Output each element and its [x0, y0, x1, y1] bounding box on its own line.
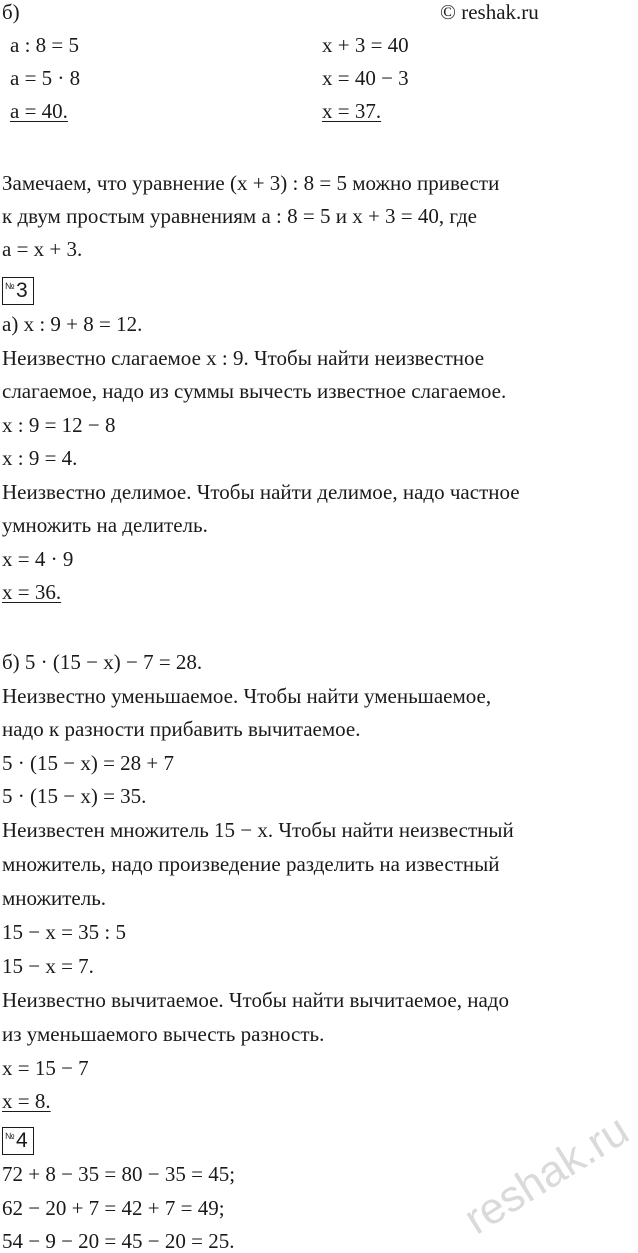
text-line: из уменьшаемого вычесть разность. [2, 1022, 325, 1046]
text-line: множитель. [2, 886, 107, 910]
task-3-badge [2, 277, 34, 305]
note-line: к двум простым уравнениям a : 8 = 5 и x + 3 = 40, где [2, 204, 477, 228]
equation-line: x = 15 − 7 [2, 1056, 89, 1080]
calc-line: 72 + 8 − 35 = 80 − 35 = 45; [2, 1162, 236, 1186]
part-b-heading: б) 5 · (15 − x) − 7 = 28. [2, 650, 203, 674]
part-a-heading: а) x : 9 + 8 = 12. [2, 312, 143, 336]
text-line: Неизвестно вычитаемое. Чтобы найти вычитаемое, надо [2, 988, 509, 1012]
text-line: слагаемое, надо из суммы вычесть известное слагаемое. [2, 379, 507, 403]
equation-line: x : 9 = 4. [2, 446, 78, 470]
text-line: множитель, надо произведение разделить на известный [2, 852, 500, 876]
task-number: 4 [16, 1129, 28, 1152]
equation-line: x : 9 = 12 − 8 [2, 413, 116, 437]
number-sign: № [5, 281, 15, 291]
eq-right-line: x = 40 − 3 [322, 66, 409, 90]
task-number: 3 [16, 279, 28, 302]
calc-line: 62 − 20 + 7 = 42 + 7 = 49; [2, 1196, 225, 1220]
equation-line: 15 − x = 35 : 5 [2, 920, 127, 944]
text-line: Неизвестно делимое. Чтобы найти делимое, надо частное [2, 480, 520, 504]
equation-line: 15 − x = 7. [2, 954, 94, 978]
eq-left-line: a : 8 = 5 [10, 33, 79, 57]
site-credit: © reshak.ru [440, 0, 539, 24]
equation-line: 5 · (15 − x) = 35. [2, 784, 147, 808]
number-sign: № [5, 1131, 15, 1141]
part-b-answer: x = 8. [2, 1089, 51, 1113]
text-line: Неизвестно уменьшаемое. Чтобы найти уменьшаемое, [2, 684, 492, 708]
text-line: надо к разности прибавить вычитаемое. [2, 717, 361, 741]
equation-line: x = 4 · 9 [2, 547, 74, 571]
eq-right-answer: x = 37. [322, 99, 382, 123]
task-4-badge [2, 1127, 34, 1155]
text-line: Неизвестно слагаемое x : 9. Чтобы найти неизвестное [2, 346, 485, 370]
note-line: Замечаем, что уравнение (x + 3) : 8 = 5 можно привести [2, 171, 500, 195]
calc-line: 54 − 9 − 20 = 45 − 20 = 25. [2, 1229, 235, 1253]
watermark: reshak.ru [455, 1105, 638, 1244]
part-label: б) [2, 0, 20, 24]
note-line: a = x + 3. [2, 237, 83, 261]
text-line: умножить на делитель. [2, 513, 208, 537]
part-a-answer: x = 36. [2, 580, 62, 604]
equation-line: 5 · (15 − x) = 28 + 7 [2, 751, 175, 775]
text-line: Неизвестен множитель 15 − x. Чтобы найти неизвестный [2, 818, 514, 842]
eq-left-answer: a = 40. [10, 99, 68, 123]
eq-right-line: x + 3 = 40 [322, 33, 409, 57]
eq-left-line: a = 5 · 8 [10, 66, 81, 90]
